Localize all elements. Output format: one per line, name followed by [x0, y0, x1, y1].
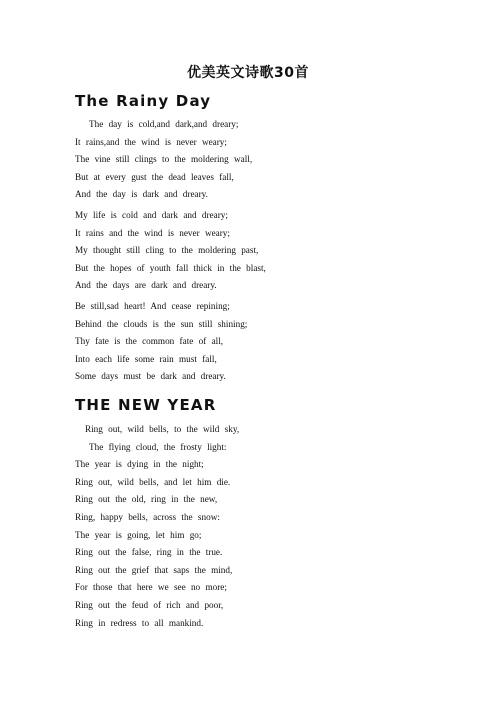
poem-line: Ring out the false, ring in the true. [75, 547, 223, 558]
poem-line: Ring out the old, ring in the new, [75, 494, 218, 505]
poem-line: The vine still clings to the moldering wall, [75, 154, 253, 165]
poem-title-rainy-day: The Rainy Day [75, 92, 212, 110]
document-title: 优美英文诗歌30首 [187, 65, 309, 81]
poem1-stanza-1 [75, 116, 455, 204]
poem-line: And the days are dark and dreary. [75, 280, 217, 291]
poem1-stanza-2 [75, 207, 455, 295]
poem-line: Some days must be dark and dreary. [75, 371, 226, 382]
poem-line: The day is cold,and dark,and dreary; [89, 119, 239, 129]
poem-title-new-year: THE NEW YEAR [75, 396, 217, 414]
poem-line: Ring out, wild bells, and let him die. [75, 476, 231, 487]
poem-line: And the day is dark and dreary. [75, 189, 208, 200]
poem-line: The year is dying in the night; [75, 459, 204, 470]
poem-line: My thought still cling to the moldering past, [75, 245, 259, 256]
poem-line: The year is going, let him go; [75, 529, 202, 540]
poem-line: Ring out, wild bells, to the wild sky, [85, 424, 240, 434]
poem-line: But at every gust the dead leaves fall, [75, 171, 234, 182]
poem-line: Thy fate is the common fate of all, [75, 336, 224, 347]
poem-line: My life is cold and dark and dreary; [75, 210, 228, 220]
poem-line: Ring out the grief that saps the mind, [75, 564, 233, 575]
poem-line: For those that here we see no more; [75, 582, 227, 593]
poem-line: Be still,sad heart! And cease repining; [75, 301, 230, 311]
poem-line: Behind the clouds is the sun still shining; [75, 318, 248, 329]
poem-line: Ring in redress to all mankind. [75, 617, 204, 628]
poem-line: Ring, happy bells, across the snow: [75, 511, 220, 522]
poem-line: Into each life some rain must fall, [75, 353, 217, 364]
poem1-stanza-3 [75, 298, 455, 386]
poem-line: It rains,and the wind is never weary; [75, 136, 227, 147]
poem2-body [75, 421, 455, 632]
poem-line: Ring out the feud of rich and poor, [75, 599, 224, 610]
poem-line: The flying cloud, the frosty light: [89, 441, 227, 452]
poem-line: But the hopes of youth fall thick in the blast, [75, 262, 266, 273]
poem-line: It rains and the wind is never weary; [75, 227, 230, 238]
